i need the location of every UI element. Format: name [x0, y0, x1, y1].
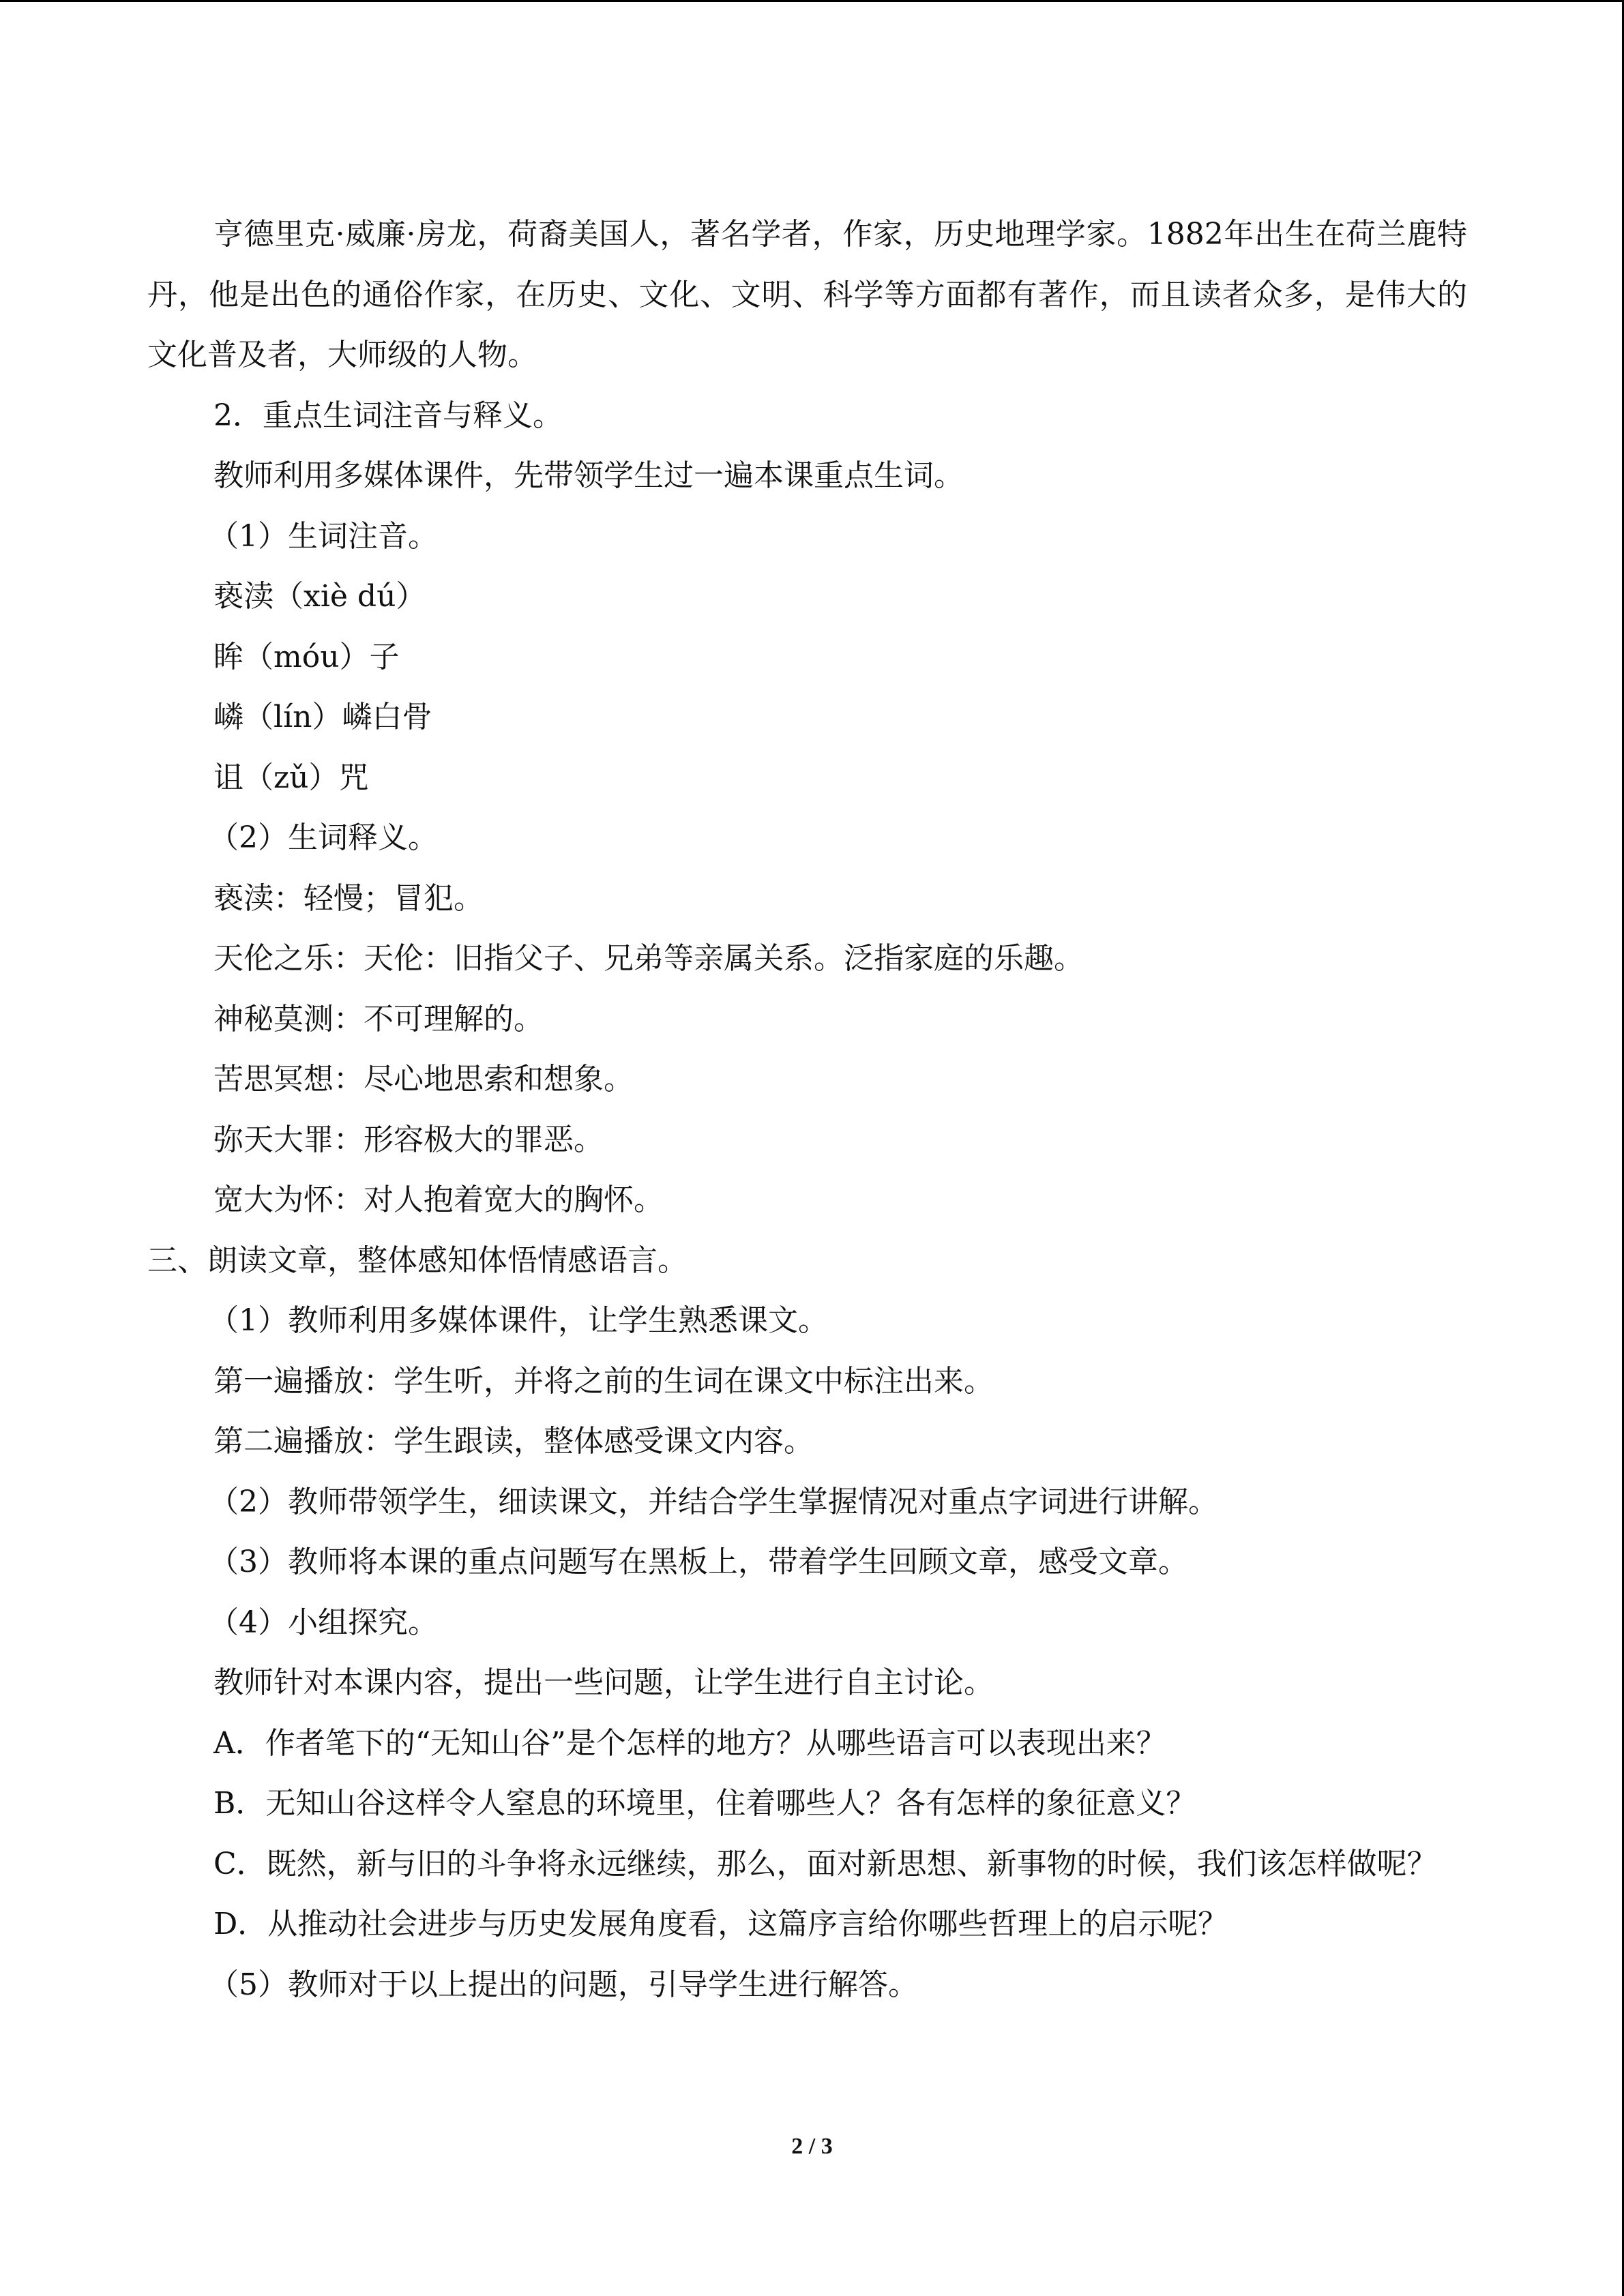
pinyin-item: 亵渎（xiè dú） — [213, 579, 426, 614]
step-1: （1）教师利用多媒体课件，让学生熟悉课文。 — [209, 1303, 828, 1338]
step-3: （3）教师将本课的重点问题写在黑板上，带着学生回顾文章，感受文章。 — [209, 1545, 1188, 1579]
pinyin-item: 眸（móu）子 — [213, 639, 400, 674]
play-second: 第二遍播放：学生跟读，整体感受课文内容。 — [213, 1424, 814, 1459]
step-4: （4）小组探究。 — [209, 1605, 438, 1640]
meaning-item: 宽大为怀：对人抱着宽大的胸怀。 — [213, 1182, 664, 1217]
section2-intro: 教师利用多媒体课件，先带领学生过一遍本课重点生词。 — [213, 458, 964, 493]
meaning-item: 神秘莫测：不可理解的。 — [213, 1001, 544, 1037]
document-body — [147, 205, 1467, 2015]
meaning-item: 天伦之乐：天伦：旧指父子、兄弟等亲属关系。泛指家庭的乐趣。 — [213, 941, 1084, 976]
page-number: 2 / 3 — [791, 2134, 833, 2159]
meaning-item: 亵渎：轻慢；冒犯。 — [213, 880, 484, 916]
question-a: A．作者笔下的“无知山谷”是个怎样的地方？从哪些语言可以表现出来？ — [213, 1725, 1166, 1761]
question-c: C．既然，新与旧的斗争将永远继续，那么，面对新思想、新事物的时候，我们该怎样做呢？ — [213, 1846, 1437, 1881]
play-first: 第一遍播放：学生听，并将之前的生词在课文中标注出来。 — [213, 1363, 994, 1399]
section3-title: 三、朗读文章，整体感知体悟情感语言。 — [147, 1242, 688, 1278]
meaning-item: 苦思冥想：尽心地思索和想象。 — [213, 1062, 634, 1097]
question-d: D．从推动社会进步与历史发展角度看，这篇序言给你哪些哲理上的启示呢？ — [213, 1907, 1228, 1941]
meaning-item: 弥天大罪：形容极大的罪恶。 — [213, 1122, 604, 1157]
pinyin-item: 诅（zǔ）咒 — [213, 760, 369, 795]
step-4-intro: 教师针对本课内容，提出一些问题，让学生进行自主讨论。 — [213, 1665, 994, 1700]
meaning-title: （2）生词释义。 — [209, 820, 438, 855]
section2-title: 2．重点生词注音与释义。 — [213, 398, 563, 433]
step-5: （5）教师对于以上提出的问题，引导学生进行解答。 — [209, 1967, 918, 2002]
question-b: B．无知山谷这样令人窒息的环境里，住着哪些人？各有怎样的象征意义？ — [213, 1786, 1196, 1821]
intro-paragraph: 亨德里克·威廉·房龙，荷裔美国人，著名学者，作家，历史地理学家。1882年出生在荷兰鹿特丹，他是出色的通俗作家，在历史、文化、文明、科学等方面都有著作，而且读者众多，是伟大的文化普及者，大师级的人物。 — [147, 217, 1467, 372]
step-2: （2）教师带领学生，细读课文，并结合学生掌握情况对重点字词进行讲解。 — [209, 1484, 1218, 1519]
pinyin-item: 嶙（lín）嶙白骨 — [213, 700, 432, 734]
pinyin-title: （1）生词注音。 — [209, 518, 438, 554]
